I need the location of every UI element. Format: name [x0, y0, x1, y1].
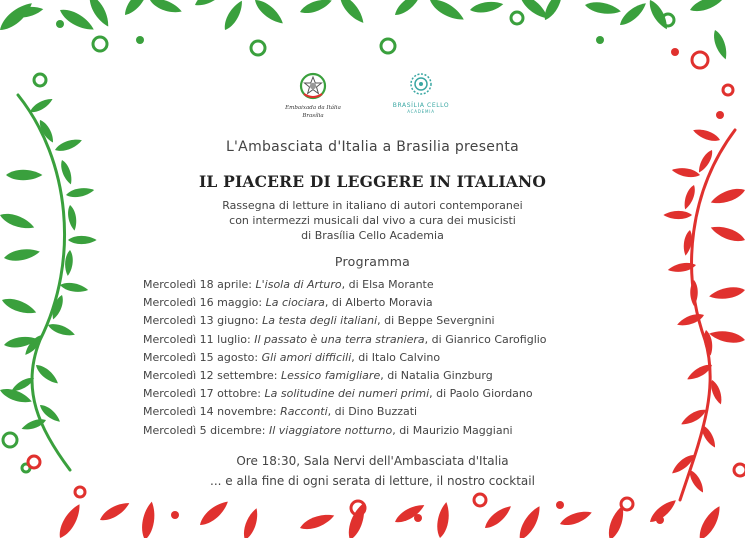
schedule-date: Mercoledì 11 luglio: [143, 332, 255, 346]
schedule-date: Mercoledì 18 aprile: [143, 278, 256, 291]
ring-decoration [381, 39, 395, 53]
event-title: IL PIACERE DI LEGGERE IN ITALIANO [198, 172, 547, 191]
event-description [0, 198, 745, 243]
leaf-decoration [197, 498, 232, 529]
dot-decoration [171, 511, 179, 519]
book-author: , di Natalia Ginzburg [380, 368, 493, 382]
book-author: , di Gianrico Carofiglio [424, 332, 547, 346]
leaf-decoration [33, 362, 60, 387]
book-author: , di Alberto Moravia [324, 296, 433, 310]
description-line: di Brasília Cello Academia [301, 229, 444, 242]
dot-decoration [414, 514, 422, 522]
book-author: , di Paolo Giordano [429, 387, 533, 401]
cocktail-note: ... e alla fine di ogni serata di letture, il nostro cocktail [210, 474, 535, 488]
book-title: Il viaggiatore notturno [268, 423, 393, 437]
academy-logo [384, 72, 458, 114]
ring-decoration [692, 52, 708, 68]
ring-decoration [251, 41, 265, 55]
leaf-decoration [708, 285, 745, 302]
ring-decoration [621, 498, 633, 510]
leaf-decoration [192, 0, 231, 10]
dot-decoration [136, 36, 144, 44]
book-author: , di Beppe Severgnini [377, 314, 495, 328]
leaf-decoration [393, 501, 427, 526]
academy-sub: ACADEMIA [407, 109, 435, 114]
ring-decoration [75, 487, 85, 497]
schedule-item [143, 385, 547, 403]
book-title: Gli amori difficili [261, 350, 352, 364]
leaf-decoration [148, 0, 183, 16]
schedule-date: Mercoledì 16 maggio: [143, 296, 266, 310]
leaf-decoration [688, 0, 726, 15]
schedule-item [143, 294, 547, 312]
ring-decoration [511, 12, 523, 24]
schedule-date: Mercoledì 14 novembre: [143, 405, 281, 419]
leaf-decoration [221, 0, 246, 32]
cello-academy-emblem-icon [409, 72, 433, 96]
leaf-decoration [121, 0, 152, 18]
book-title: Lessico famigliare [281, 368, 381, 382]
book-title: La solitudine dei numeri primi [264, 387, 430, 401]
leaf-decoration [47, 321, 77, 339]
leaf-decoration [59, 281, 89, 294]
leaf-decoration [240, 507, 261, 538]
event-time-location: Ore 18:30, Sala Nervi dell'Ambasciata d'Italia [236, 454, 509, 468]
book-title: Racconti [280, 405, 328, 419]
book-title: Il passato è una terra straniera [254, 332, 425, 346]
presenter-line: L'Ambasciata d'Italia a Brasilia presenta [225, 139, 520, 155]
ring-decoration [474, 494, 486, 506]
book-author: , di Elsa Morante [341, 278, 434, 291]
leaf-decoration [57, 5, 96, 34]
dot-decoration [556, 501, 564, 509]
leaf-decoration [515, 503, 544, 538]
dot-decoration [596, 36, 604, 44]
schedule-item [143, 367, 547, 385]
leaf-decoration [469, 0, 504, 15]
schedule-item [143, 331, 547, 349]
leaf-decoration [708, 329, 745, 346]
book-author: , di Dino Buzzati [327, 405, 418, 419]
schedule-date: Mercoledì 15 agosto: [143, 350, 262, 364]
leaf-decoration [541, 0, 566, 22]
leaf-decoration [55, 501, 84, 538]
dot-decoration [671, 48, 679, 56]
italian-emblem-icon [299, 72, 327, 100]
description-line: Rassegna di letture in italiano di autori contemporanei [222, 199, 523, 212]
schedule-date: Mercoledì 17 ottobre: [143, 387, 265, 401]
schedule-item [143, 422, 547, 440]
embassy-caption-2: Brasília [302, 113, 324, 119]
schedule-item [143, 349, 547, 367]
schedule-date: Mercoledì 5 dicembre: [143, 423, 269, 437]
embassy-caption-1: Embaixada da Itália [285, 105, 341, 111]
schedule-item [143, 276, 547, 294]
schedule-item [143, 403, 547, 421]
leaf-decoration [392, 0, 424, 19]
leaf-decoration [139, 501, 157, 538]
embassy-logo [276, 72, 350, 120]
leaf-decoration [427, 0, 466, 24]
leaf-decoration [558, 508, 593, 529]
ring-decoration [93, 37, 107, 51]
book-title: La ciociara [265, 296, 325, 310]
leaf-decoration [298, 511, 336, 533]
description-line: con intermezzi musicali dal vivo a cura dei musicisti [229, 214, 516, 227]
dot-decoration [656, 516, 664, 524]
leaf-decoration [711, 28, 730, 60]
book-title: L'isola di Arturo [255, 278, 342, 291]
academy-name: BRASÍLIA CELLO [392, 102, 450, 109]
leaf-decoration [435, 501, 452, 538]
schedule-item [143, 312, 547, 330]
leaf-decoration [0, 295, 38, 317]
leaf-decoration [298, 0, 333, 17]
book-author: , di Italo Calvino [351, 350, 441, 364]
schedule-list [143, 276, 547, 440]
leaf-decoration [98, 499, 132, 524]
logos-row [0, 72, 745, 128]
dot-decoration [56, 20, 64, 28]
leaf-decoration [617, 0, 649, 29]
leaf-decoration [482, 503, 514, 532]
book-author: , di Maurizio Maggiani [392, 423, 513, 437]
leaf-decoration [695, 503, 724, 538]
leaf-decoration [584, 0, 622, 16]
leaf-decoration [252, 0, 287, 27]
program-heading: Programma [334, 254, 411, 269]
book-title: La testa degli italiani [262, 314, 378, 328]
ring-decoration [3, 433, 17, 447]
leaf-decoration [336, 0, 367, 26]
schedule-date: Mercoledì 12 settembre: [143, 368, 282, 382]
schedule-date: Mercoledì 13 giugno: [143, 314, 263, 328]
